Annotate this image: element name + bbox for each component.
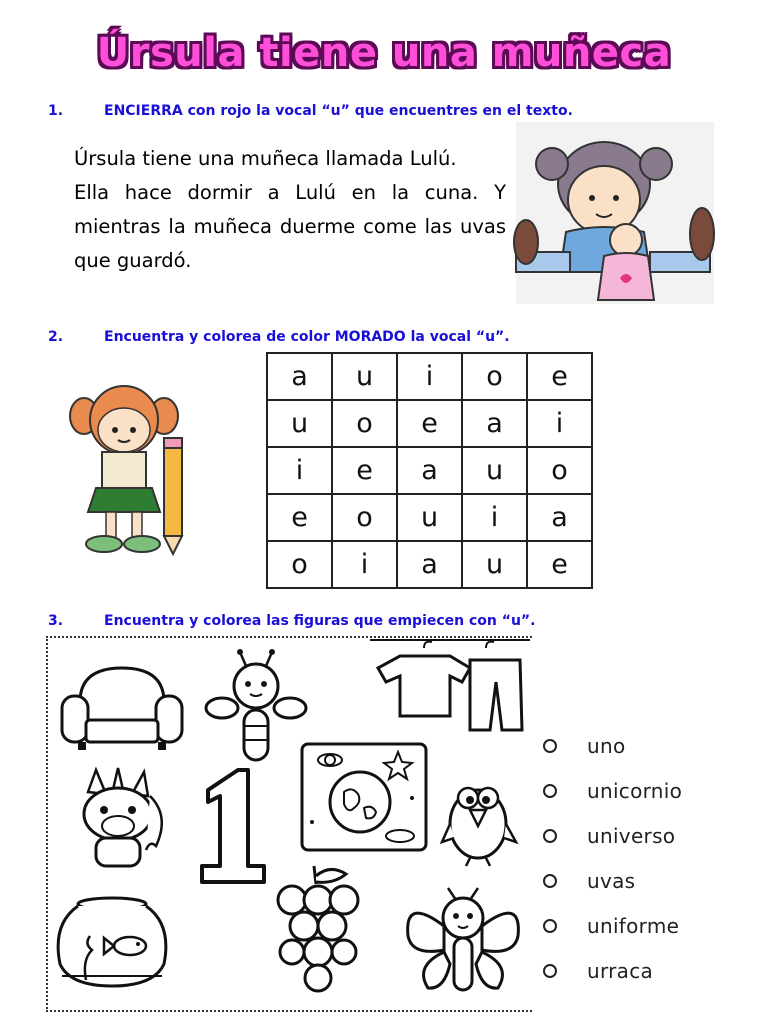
grid-cell[interactable]: i	[527, 400, 592, 447]
word-label: uniforme	[587, 914, 680, 938]
instruction-text: Encuentra y colorea las figuras que empiecen con “u”.	[104, 613, 536, 629]
page-title: Úrsula tiene una muñeca	[96, 30, 672, 76]
word-option[interactable]	[543, 816, 675, 856]
instruction-1	[48, 103, 573, 119]
word-option[interactable]	[543, 726, 626, 766]
instruction-text: Encuentra y colorea de color MORADO la vocal “u”.	[104, 329, 510, 345]
word-option[interactable]	[543, 861, 635, 901]
grid-cell[interactable]: u	[462, 447, 527, 494]
grid-cell[interactable]: a	[397, 541, 462, 588]
option-circle-icon[interactable]	[543, 964, 557, 978]
number-one-outline	[194, 766, 270, 886]
girl-with-pencil-illustration	[68, 380, 200, 556]
grid-cell[interactable]: o	[267, 541, 332, 588]
instruction-number: 1.	[48, 103, 64, 119]
girl-with-doll-illustration	[516, 122, 714, 304]
word-label: unicornio	[587, 779, 683, 803]
reading-paragraph-2: Ella hace dormir a Lulú en la cuna. Y mientras la muñeca duerme come las uvas que guardó.	[74, 181, 506, 272]
bee-icon[interactable]	[206, 650, 306, 770]
clothes-on-hanger-icon[interactable]	[370, 638, 530, 734]
grid-cell[interactable]: u	[397, 494, 462, 541]
word-option[interactable]	[543, 951, 653, 991]
word-option[interactable]	[543, 906, 679, 946]
grid-cell[interactable]: o	[527, 447, 592, 494]
instruction-number: 2.	[48, 329, 64, 345]
unicorn-icon[interactable]	[66, 766, 178, 870]
grid-cell[interactable]: u	[462, 541, 527, 588]
grid-cell[interactable]: e	[397, 400, 462, 447]
word-label: uvas	[587, 869, 636, 893]
grid-cell[interactable]: a	[462, 400, 527, 447]
option-circle-icon[interactable]	[543, 874, 557, 888]
grapes-icon[interactable]	[270, 862, 366, 1002]
vowel-grid	[266, 352, 593, 589]
number-one-figure[interactable]	[194, 766, 270, 886]
armchair-icon[interactable]	[58, 662, 186, 754]
word-option[interactable]	[543, 771, 682, 811]
grid-cell[interactable]: i	[332, 541, 397, 588]
grid-cell[interactable]: e	[527, 541, 592, 588]
grid-cell[interactable]: i	[462, 494, 527, 541]
universe-icon[interactable]	[300, 742, 428, 852]
reading-paragraph-1: Úrsula tiene una muñeca llamada Lulú.	[74, 147, 457, 170]
instruction-text: ENCIERRA con rojo la vocal “u” que encuentres en el texto.	[104, 103, 573, 119]
butterfly-icon[interactable]	[404, 886, 522, 996]
option-circle-icon[interactable]	[543, 784, 557, 798]
word-label: universo	[587, 824, 676, 848]
grid-cell[interactable]: a	[397, 447, 462, 494]
reading-text	[74, 142, 506, 278]
instruction-3	[48, 613, 535, 629]
fishbowl-icon[interactable]	[52, 894, 172, 994]
grid-cell[interactable]: a	[267, 353, 332, 400]
grid-cell[interactable]: o	[332, 400, 397, 447]
grid-cell[interactable]: e	[267, 494, 332, 541]
grid-cell[interactable]: i	[267, 447, 332, 494]
grid-cell[interactable]: u	[267, 400, 332, 447]
word-label: uno	[587, 734, 626, 758]
bird-icon[interactable]	[440, 768, 518, 868]
grid-cell[interactable]: o	[462, 353, 527, 400]
option-circle-icon[interactable]	[543, 919, 557, 933]
grid-cell[interactable]: i	[397, 353, 462, 400]
grid-cell[interactable]: e	[332, 447, 397, 494]
instruction-number: 3.	[48, 613, 64, 629]
grid-cell[interactable]: a	[527, 494, 592, 541]
grid-cell[interactable]: e	[527, 353, 592, 400]
grid-cell[interactable]: o	[332, 494, 397, 541]
option-circle-icon[interactable]	[543, 829, 557, 843]
word-label: urraca	[587, 959, 654, 983]
grid-cell[interactable]: u	[332, 353, 397, 400]
instruction-2	[48, 329, 510, 345]
option-circle-icon[interactable]	[543, 739, 557, 753]
